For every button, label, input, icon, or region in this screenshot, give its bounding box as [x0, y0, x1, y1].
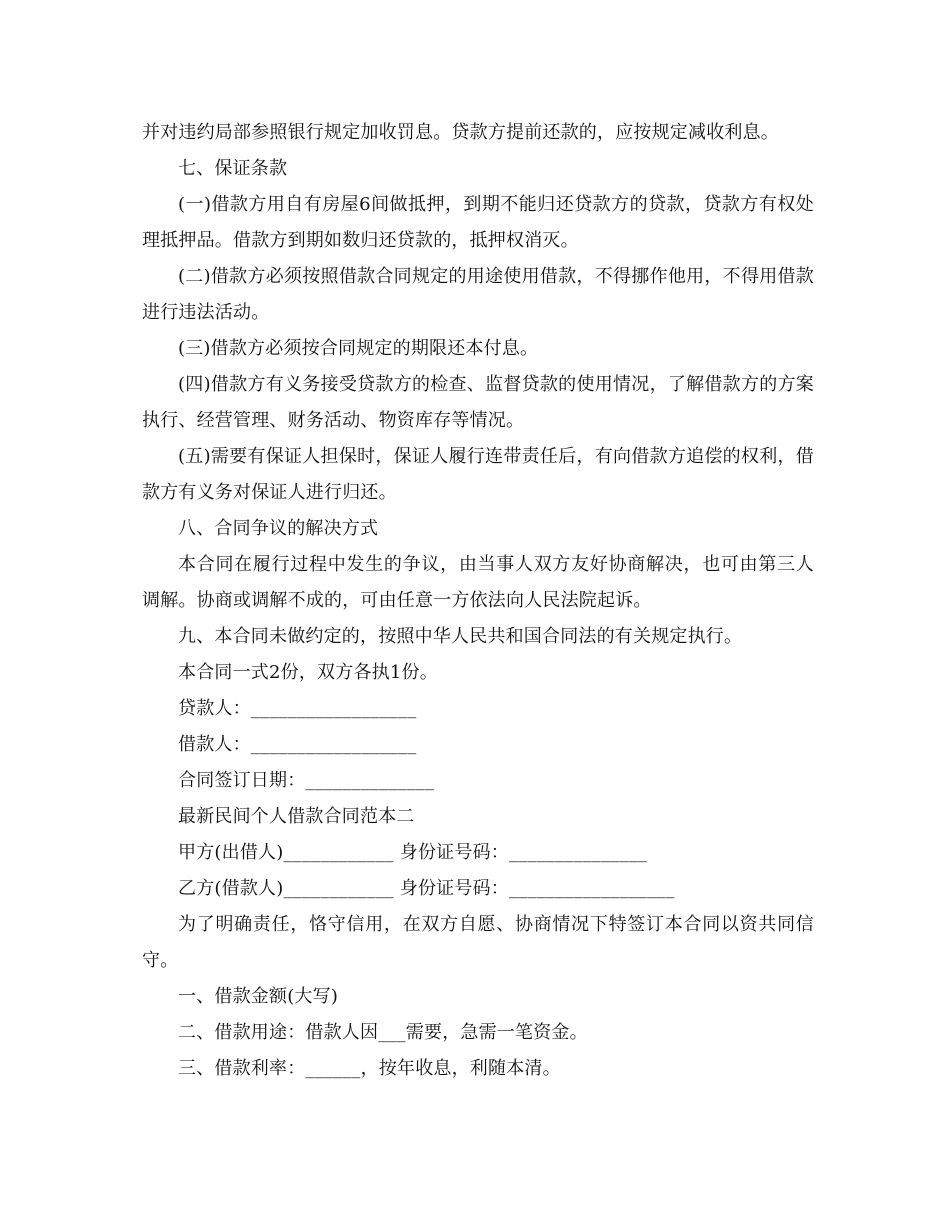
paragraph-preamble: 为了明确责任，恪守信用，在双方自愿、协商情况下特签订本合同以资共同信守。 — [142, 914, 814, 971]
document-body — [142, 115, 814, 1087]
clause-interest-rate: 三、借款利率：______，按年收息，利随本清。 — [178, 1058, 561, 1079]
paragraph-copies: 本合同一式2份，双方各执1份。 — [178, 662, 438, 683]
clause-loan-purpose: 二、借款用途：借款人因___需要，急需一笔资金。 — [178, 1022, 588, 1043]
paragraph-guarantee-2: (二)借款方必须按照借款合同规定的用途使用借款，不得挪作他用，不得用借款进行违法活动。 — [142, 266, 814, 323]
paragraph-penalty-interest: 并对违约局部参照银行规定加收罚息。贷款方提前还款的，应按规定减收利息。 — [142, 122, 779, 143]
paragraph-dispute-resolution: 本合同在履行过程中发生的争议，由当事人双方友好协商解决，也可由第三人调解。协商或调解不成的，可由任意一方依法向人民法院起诉。 — [142, 554, 814, 611]
clause-loan-amount: 一、借款金额(大写) — [178, 986, 339, 1007]
heading-guarantee-clause: 七、保证条款 — [178, 158, 288, 179]
paragraph-guarantee-5: (五)需要有保证人担保时，保证人履行连带责任后，有向借款方追偿的权利，借款方有义务对保证人进行归还。 — [142, 446, 814, 503]
signature-borrower: 借款人：__________________ — [178, 734, 417, 755]
paragraph-unspecified-matters: 九、本合同未做约定的，按照中华人民共和国合同法的有关规定执行。 — [178, 626, 743, 647]
heading-dispute-resolution: 八、合同争议的解决方式 — [178, 518, 379, 539]
signature-lender: 贷款人：__________________ — [178, 698, 417, 719]
party-a-line: 甲方(出借人)____________ 身份证号码：_______________ — [178, 842, 647, 863]
paragraph-guarantee-4: (四)借款方有义务接受贷款方的检查、监督贷款的使用情况，了解借款方的方案执行、经营管理、财务活动、物资库存等情况。 — [142, 374, 814, 431]
party-b-line: 乙方(借款人)____________ 身份证号码：__________________ — [178, 878, 675, 899]
heading-contract-template-2: 最新民间个人借款合同范本二 — [178, 806, 415, 827]
signature-date: 合同签订日期：______________ — [178, 770, 435, 791]
paragraph-guarantee-3: (三)借款方必须按合同规定的期限还本付息。 — [178, 338, 539, 359]
paragraph-guarantee-1: (一)借款方用自有房屋6间做抵押，到期不能归还贷款方的贷款，贷款方有权处理抵押品。借款方到期如数归还贷款的，抵押权消灭。 — [142, 194, 814, 251]
